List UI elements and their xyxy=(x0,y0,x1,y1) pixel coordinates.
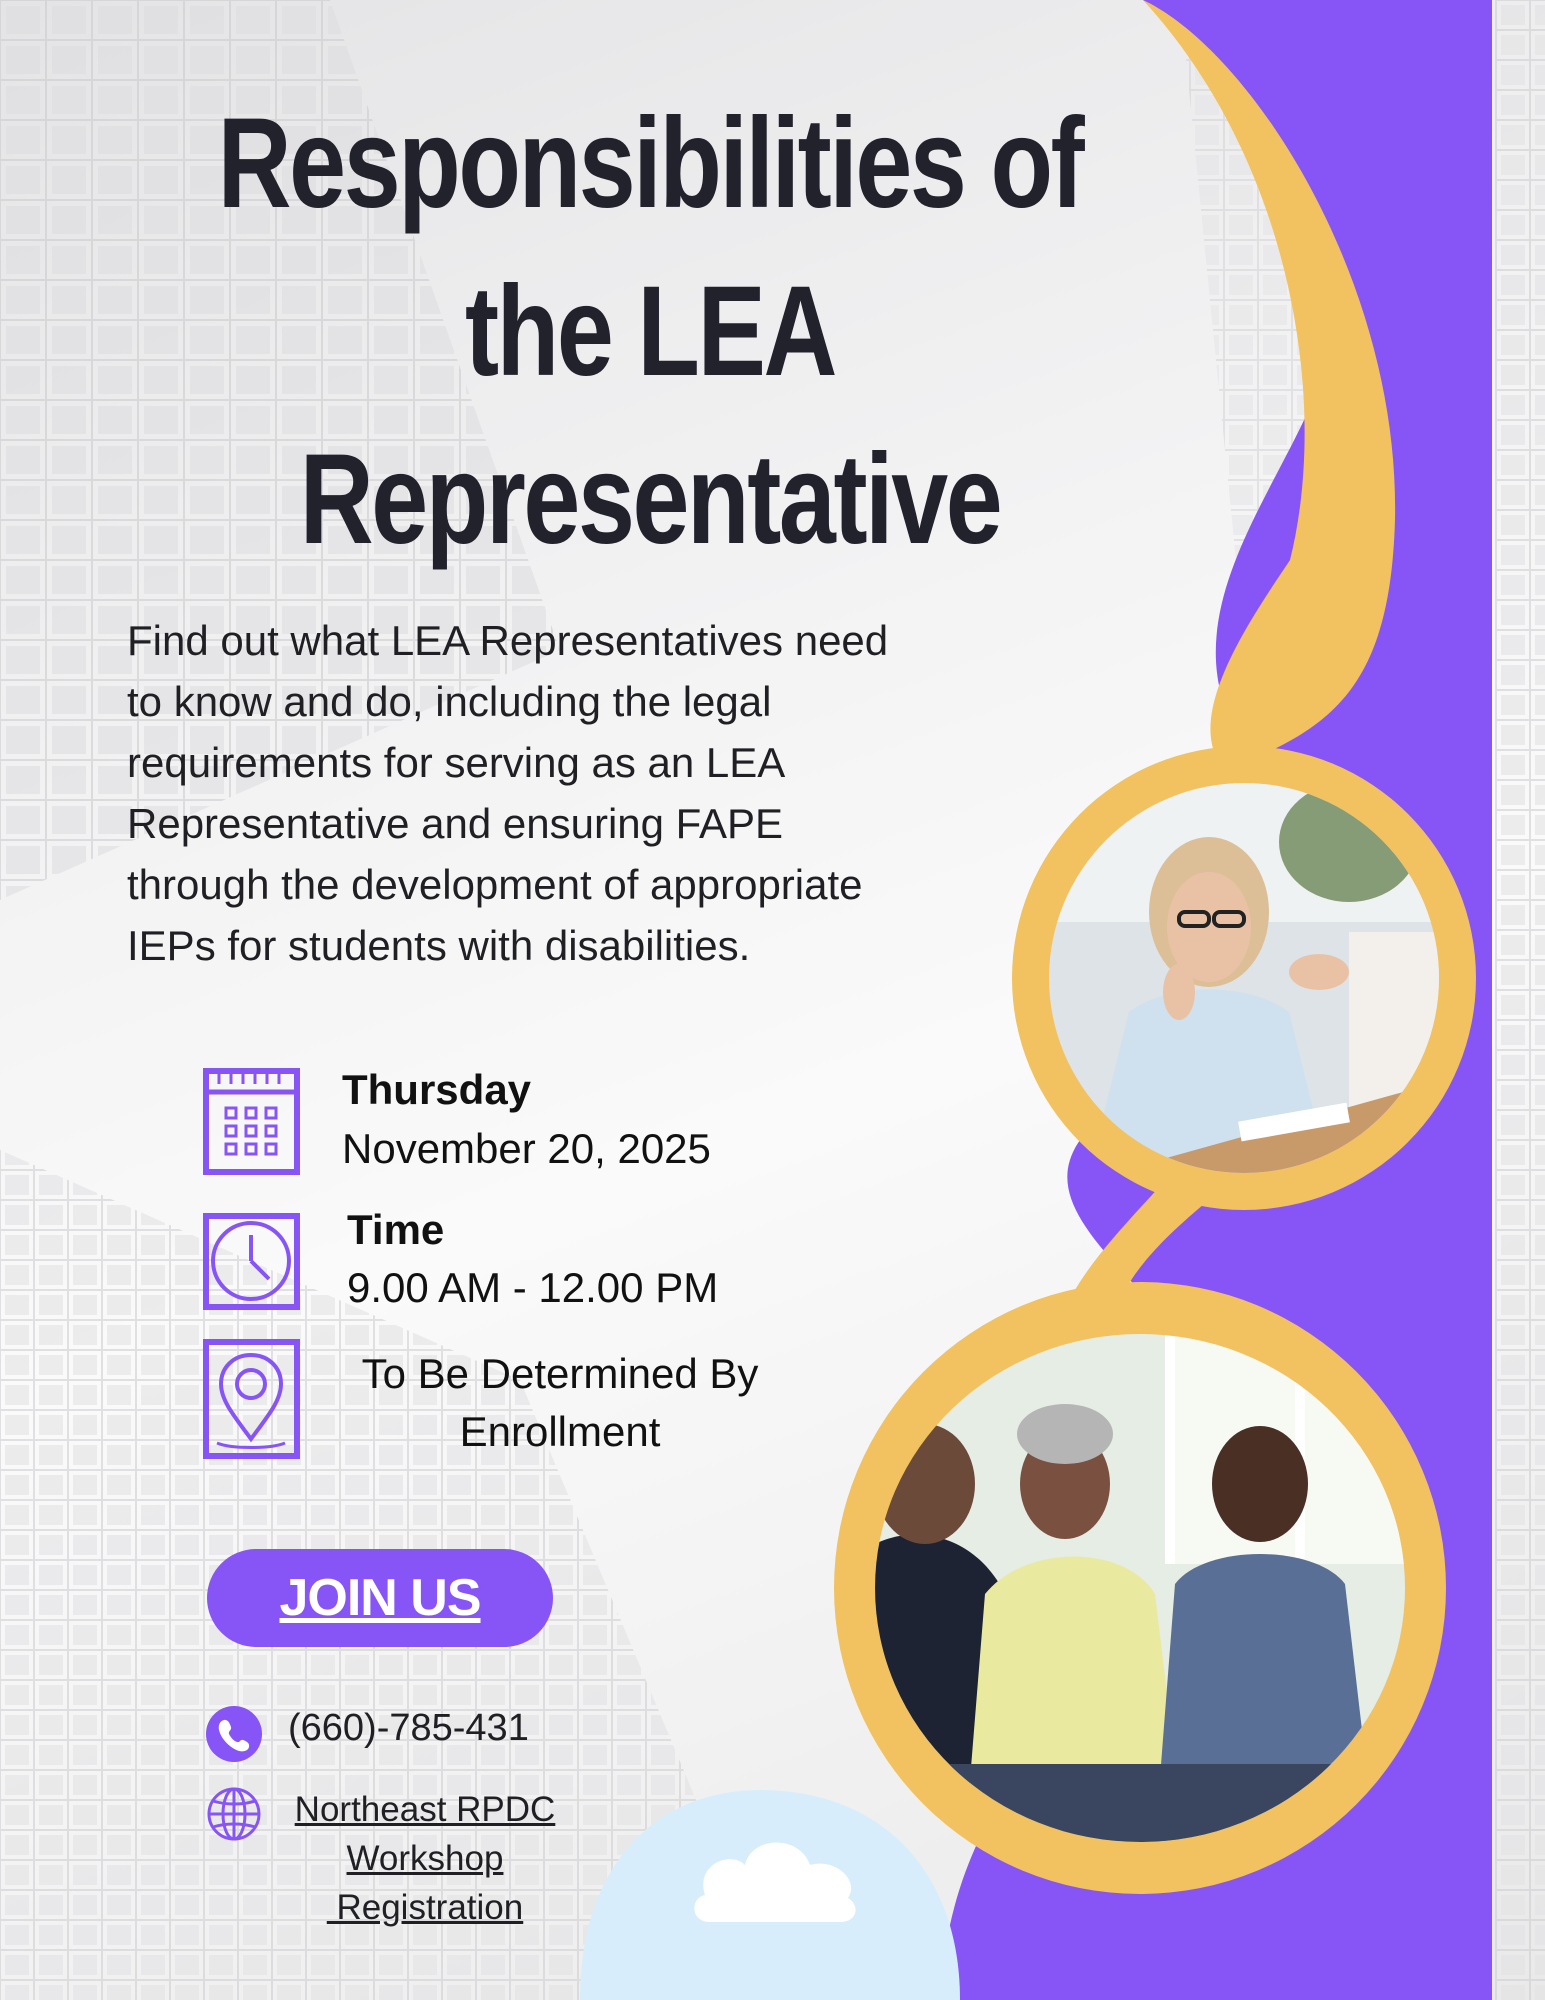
join-us-button[interactable]: JOIN US xyxy=(207,1549,553,1647)
photo-woman-speaking xyxy=(1049,782,1439,1174)
registration-link[interactable] xyxy=(270,1785,580,1932)
event-day-label: Thursday xyxy=(342,1066,532,1113)
title-line: Representative xyxy=(299,428,1001,571)
poster-title xyxy=(210,80,1090,584)
phone-icon xyxy=(206,1706,262,1762)
description-line: through the development of appropriate xyxy=(127,861,863,908)
globe-icon xyxy=(206,1786,262,1842)
event-time: 9.00 AM - 12.00 PM xyxy=(347,1264,719,1311)
registration-link-line: Workshop xyxy=(346,1839,504,1878)
description-line: to know and do, including the legal xyxy=(127,678,772,725)
phone-number[interactable]: (660)-785-431 xyxy=(288,1707,529,1749)
photo-group-discussion xyxy=(875,1334,1405,1842)
event-location-line: Enrollment xyxy=(459,1408,661,1455)
clock-icon xyxy=(203,1213,300,1310)
event-location xyxy=(320,1345,800,1461)
event-location-line: To Be Determined By xyxy=(361,1350,759,1397)
registration-link-line: Northeast RPDC xyxy=(294,1790,556,1829)
location-pin-icon xyxy=(203,1339,300,1459)
description-line: IEPs for students with disabilities. xyxy=(127,922,751,969)
event-time-label: Time xyxy=(347,1206,445,1253)
registration-link-line: Registration xyxy=(326,1888,524,1927)
event-date: November 20, 2025 xyxy=(342,1125,711,1172)
title-line: Responsibilities of xyxy=(217,92,1083,235)
description-line: requirements for serving as an LEA xyxy=(127,739,786,786)
calendar-icon xyxy=(203,1068,300,1175)
description xyxy=(127,610,1007,976)
description-line: Find out what LEA Representatives need xyxy=(127,617,889,664)
title-line: the LEA xyxy=(464,260,836,403)
description-line: Representative and ensuring FAPE xyxy=(127,800,784,847)
